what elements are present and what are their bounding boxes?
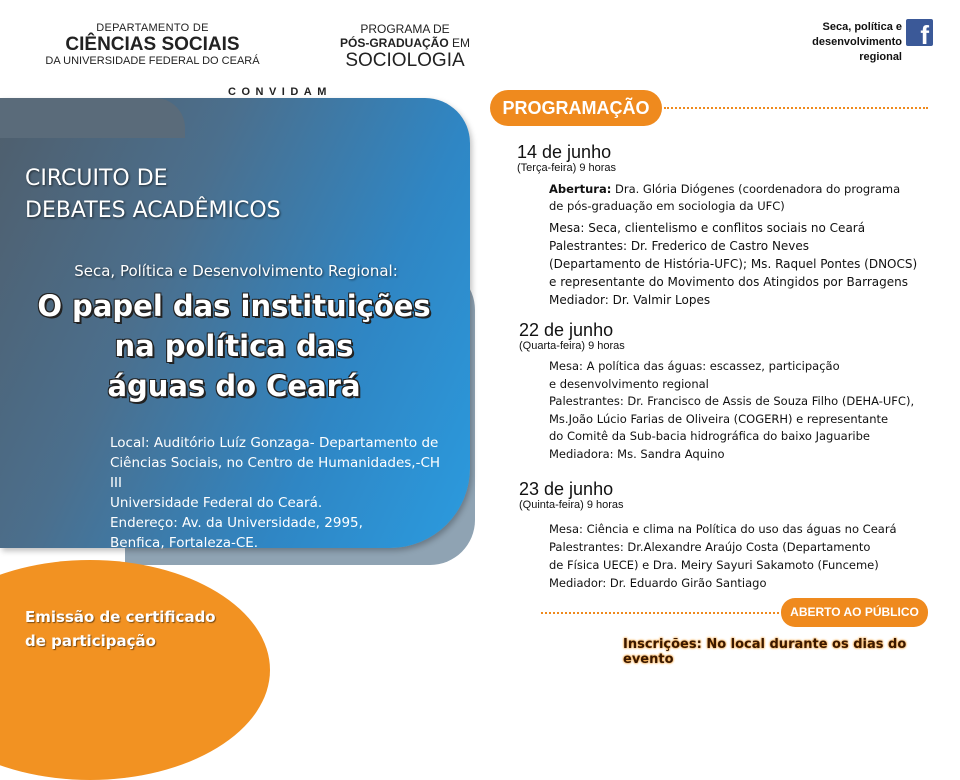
day3-date: 23 de junho bbox=[519, 479, 614, 499]
certificate-line2: de participação bbox=[25, 632, 156, 650]
session-line: Ms.João Lúcio Farias de Oliveira (COGERH) e representante bbox=[549, 411, 889, 426]
venue-line: Local: Auditório Luíz Gonzaga- Departamento de bbox=[110, 435, 439, 451]
session-line: e representante do Movimento dos Atingidos por Barragens bbox=[549, 275, 908, 289]
facebook-page-name[interactable] bbox=[770, 20, 902, 65]
venue-info bbox=[110, 433, 450, 553]
session-line: Palestrantes: Dr. Frederico de Castro Neves bbox=[549, 239, 810, 253]
facebook-icon-glyph: f bbox=[920, 20, 929, 46]
day2-session bbox=[549, 358, 914, 463]
title-panel-tab bbox=[0, 98, 185, 138]
venue-line: Endereço: Av. da Universidade, 2995, bbox=[110, 515, 363, 531]
dept-line2: CIÊNCIAS SOCIAIS bbox=[65, 34, 240, 55]
day1-date: 14 de junho bbox=[517, 142, 612, 162]
session-line: Mesa: A política das águas: escassez, participação bbox=[549, 359, 840, 373]
opening-line1: Dra. Glória Diógenes (coordenadora do programa bbox=[611, 182, 901, 196]
day1-weekday: (Terça-feira) 9 horas bbox=[517, 162, 617, 174]
session-line: de Física UECE) e Dra. Meiry Sayuri Sakamoto (Funceme) bbox=[549, 558, 879, 572]
dept-line1: DEPARTAMENTO DE bbox=[96, 22, 209, 34]
prog-line1: PROGRAMA DE bbox=[360, 22, 450, 36]
event-title bbox=[14, 286, 454, 406]
session-line: e desenvolvimento regional bbox=[549, 376, 709, 391]
opening-label: Abertura: bbox=[549, 182, 612, 196]
heading-dotted-line bbox=[664, 107, 928, 109]
registration-note: Inscrições: No local durante os dias do evento bbox=[623, 637, 907, 667]
program-heading: PROGRAMAÇÃO bbox=[490, 90, 662, 126]
department-logo bbox=[30, 22, 275, 67]
title-line2: na política das bbox=[114, 329, 354, 363]
session-line: Palestrantes: Dr.Alexandre Araújo Costa (Departamento bbox=[549, 540, 871, 554]
venue-line: Benfica, Fortaleza-CE. bbox=[110, 535, 259, 551]
prog-line2-rest: EM bbox=[448, 36, 470, 50]
title-line3: águas do Ceará bbox=[107, 369, 361, 403]
certificate-note bbox=[25, 605, 216, 653]
prog-line2 bbox=[325, 36, 485, 50]
venue-line: Ciências Sociais, no Centro de Humanidades,-CH III bbox=[110, 455, 441, 491]
session-line: Mesa: Ciência e clima na Política do uso das águas no Ceará bbox=[549, 522, 897, 536]
certificate-blob bbox=[0, 560, 270, 780]
certificate-line1: Emissão de certificado bbox=[25, 608, 216, 626]
convidam-label: CONVIDAM bbox=[228, 86, 332, 98]
footer-dotted-line bbox=[541, 612, 779, 614]
session-line: Mediador: Dr. Valmir Lopes bbox=[549, 293, 711, 307]
fb-line1: Seca, política e bbox=[822, 21, 902, 33]
venue-line: Universidade Federal do Ceará. bbox=[110, 495, 323, 511]
circuit-line1: CIRCUITO DE bbox=[25, 166, 168, 191]
program-logo bbox=[325, 22, 485, 71]
day1-session bbox=[549, 219, 917, 309]
session-line: do Comitê da Sub-bacia hidrográfica do baixo Jaguaribe bbox=[549, 429, 870, 443]
prog-line3: SOCIOLOGIA bbox=[345, 50, 465, 71]
day2-date: 22 de junho bbox=[519, 320, 614, 340]
circuit-title bbox=[25, 163, 281, 227]
dept-line3: DA UNIVERSIDADE FEDERAL DO CEARÁ bbox=[45, 55, 260, 67]
open-to-public-badge: ABERTO AO PÚBLICO bbox=[781, 598, 928, 627]
circuit-line2: DEBATES ACADÊMICOS bbox=[25, 198, 281, 223]
day1-opening bbox=[549, 181, 900, 215]
title-line1: O papel das instituições bbox=[37, 289, 431, 323]
day3-session bbox=[549, 520, 897, 592]
fb-line2: desenvolvimento regional bbox=[812, 36, 902, 63]
session-line: Palestrantes: Dr. Francisco de Assis de Souza Filho (DEHA-UFC), bbox=[549, 394, 915, 408]
day2-weekday: (Quarta-feira) 9 horas bbox=[519, 340, 625, 352]
session-line: Mesa: Seca, clientelismo e conflitos sociais no Ceará bbox=[549, 221, 866, 235]
day3-weekday: (Quinta-feira) 9 horas bbox=[519, 499, 624, 511]
session-line: Mediadora: Ms. Sandra Aquino bbox=[549, 446, 725, 461]
facebook-icon[interactable] bbox=[906, 19, 933, 46]
session-line: (Departamento de História-UFC); Ms. Raquel Pontes (DNOCS) bbox=[549, 257, 918, 271]
session-line: Mediador: Dr. Eduardo Girão Santiago bbox=[549, 576, 767, 590]
event-subtitle: Seca, Política e Desenvolvimento Regional: bbox=[74, 262, 398, 280]
prog-line2-bold: PÓS-GRADUAÇÃO bbox=[339, 36, 449, 50]
opening-line2: de pós-graduação em sociologia da UFC) bbox=[549, 199, 785, 213]
